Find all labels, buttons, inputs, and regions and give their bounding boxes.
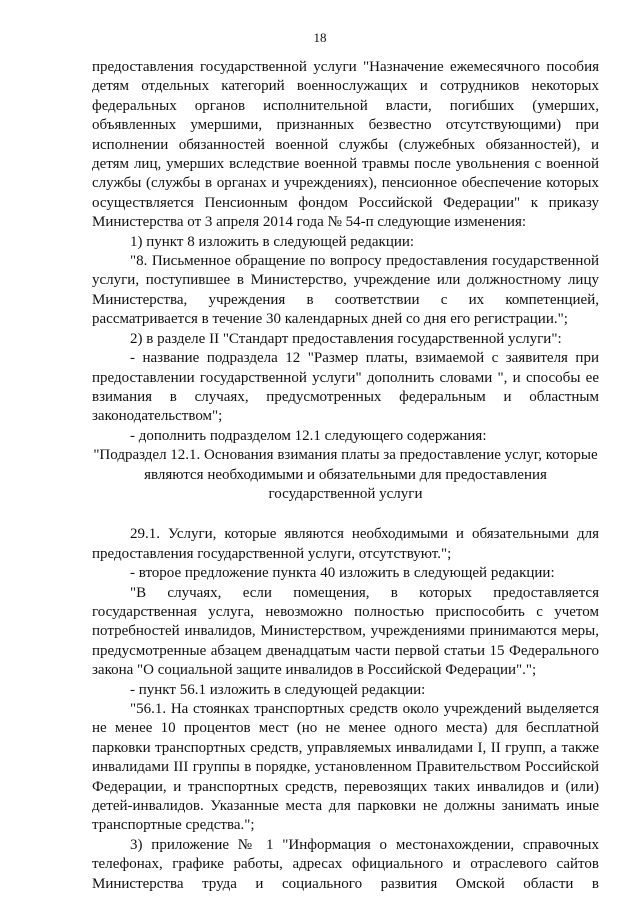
paragraph-item-2: 2) в разделе II "Стандарт предоставления государственной услуги":: [130, 330, 562, 347]
paragraph-item-3: 3) приложение № 1 "Информация о местонахождении, справочных телефонах, графике работы, адресах официального и отраслевого сайтов Министерства труда и социального развития Омской области в: [92, 836, 599, 892]
paragraph-point-40-text: "В случаях, если помещения, в которых предоставляется государственная услуга, невозможно полностью приспособить с учетом потребностей инвалидов, Министерством, учреждениями принимаются меры, предусмотренные абзацем двенадцатым части первой статьи 15 Федерального закона "О социальной защите инвалидов в Российской Федерации".";: [92, 584, 599, 679]
paragraph-point-56-1: - пункт 56.1 изложить в следующей редакции:: [130, 681, 426, 698]
paragraph-item-1: 1) пункт 8 изложить в следующей редакции:: [130, 233, 415, 250]
document-body: [92, 58, 599, 894]
paragraph-point-56-1-text: "56.1. На стоянках транспортных средств около учреждений выделяется не менее 10 процентов мест (но не менее одного места) для бесплатной парковки транспортных средств, управляемых инвалидами I, II групп, а также инвалидами III группы в порядке, установленном Правительством Российской Федерации, и транспортных средств, перевозящих таких инвалидов и (или) детей-инвалидов. Указанные места для парковки не должны занимать иные транспортные средства.";: [92, 701, 599, 834]
paragraph-add-subsection: - дополнить подразделом 12.1 следующего содержания:: [130, 427, 487, 444]
paragraph-subsection-12: - название подраздела 12 "Размер платы, взимаемой с заявителя при предоставлении государственной услуги" дополнить словами ", и способы ее взимания в случаях, предусмотренных федеральным и областным законодательством";: [92, 350, 599, 425]
paragraph-intro: предоставления государственной услуги "Назначение ежемесячного пособия детям отдельных категорий военнослужащих и сотрудников некоторых федеральных органов исполнительной власти, погибших (умерших, объявленных умершими, признанных безвестно отсутствующими) при исполнении обязанностей военной службы (служебных обязанностей), и детям лиц, умерших вследствие военной травмы после увольнения с военной службы (службы в органах и учреждениях), пенсионное обеспечение которых осуществляется Пенсионным фондом Российской Федерации" к приказу Министерства от 3 апреля 2014 года № 54-п следующие изменения:: [92, 59, 599, 231]
page-number: 18: [313, 30, 327, 45]
paragraph-point-40: - второе предложение пункта 40 изложить в следующей редакции:: [130, 565, 555, 582]
paragraph-point-8: "8. Письменное обращение по вопросу предоставления государственной услуги, поступившее в Министерство, учреждение или должностному лицу Министерства, учреждения в соответствии с их компетенцией, рассматривается в течение 30 календарных дней со дня его регистрации.";: [92, 253, 599, 328]
blank-line: [92, 504, 599, 525]
paragraph-29-1: 29.1. Услуги, которые являются необходимыми и обязательными для предоставления государственной услуги, отсутствуют.";: [92, 526, 599, 562]
subsection-heading: "Подраздел 12.1. Основания взимания платы за предоставление услуг, которые являются необходимыми и обязательными для предоставления государственной услуги: [93, 447, 598, 502]
